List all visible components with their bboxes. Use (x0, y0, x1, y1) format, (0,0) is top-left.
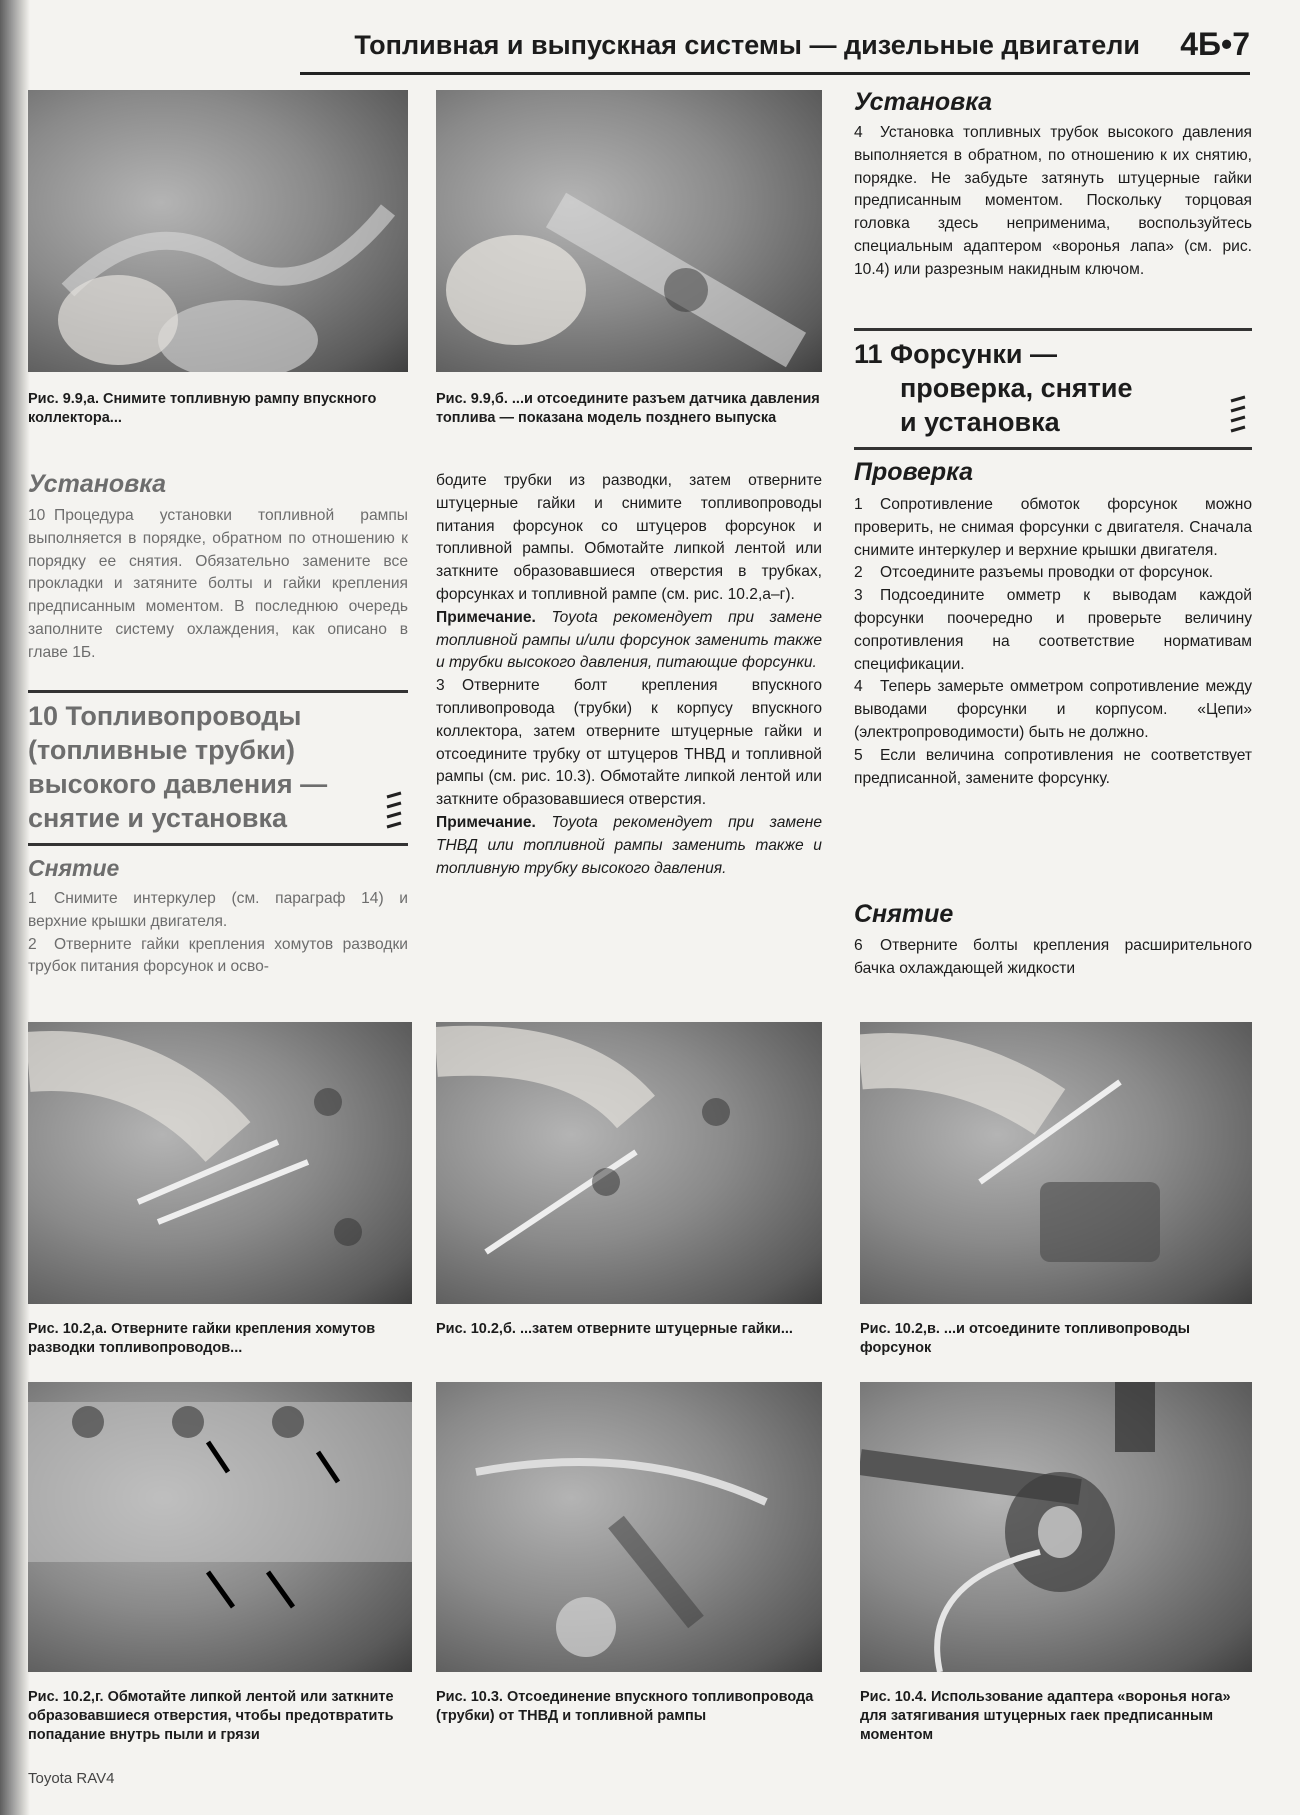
caption-fig-10-2b: Рис. 10.2,б. ...затем отверните штуцерные гайки... (436, 1321, 793, 1337)
removal-steps-col1: 1 Снимите интеркулер (см. параграф 14) и верхние крышки двигателя. 2 Отверните гайки крепления хомутов разводки трубок питания форсунок и осво- (28, 890, 408, 976)
page-number: 4Б•7 (1180, 26, 1250, 62)
subheading-check: Проверка (854, 458, 974, 486)
caption-fig-9-9b: Рис. 9.9,б. ...и отсоедините разъем датчика давления топлива — показана модель позднего выпуска (436, 391, 820, 426)
caption-fig-10-2a: Рис. 10.2,а. Отверните гайки крепления хомутов разводки топливопроводов... (28, 1321, 376, 1356)
page-header (300, 24, 1250, 75)
page-footer: Toyota RAV4 (28, 1770, 115, 1787)
column-2-text: бодите трубки из разводки, затем отверните штуцерные гайки и снимите топливопроводы питания форсунок со штуцеров форсунок и топливной рампы. Обмотайте липкой лентой или заткните образовавшиеся отверстия в трубках, форсунках и топливной рампе (см. рис. 10.2,а–г). Примечание. Toyota рекомендует при замене топливной рампы и/или форсунок заменить также и трубки высокого давления, питающие форсунки. 3 Отверните болт крепления впускного топливопровода (трубки) к корпусу впускного коллектора, затем отверните штуцерные гайки и отсоедините трубку от штуцеров ТНВД и топливной рампы (см. рис. 10.3). Обмотайте липкой лентой или заткните образовавшиеся отверстия. Примечание. Toyota рекомендует при замене ТНВД или топливной рампы заменить также и топливную трубку высокого давления. (436, 472, 822, 877)
photo-fig-10-2v (860, 1022, 1252, 1304)
check-steps: 1 Сопротивление обмоток форсунок можно проверить, не снимая форсунки с двигателя. Сначала снимите интеркулер и верхние крышки двигателя. 2 Отсоедините разъемы проводки от форсунок. 3 Подсоедините омметр к выводам каждой форсунки поочередно и проверьте величину сопротивления на соответствие нормативам спецификации. 4 Теперь замерьте омметром сопротивление между выводами форсунки и корпусом. «Цепи» (электропроводимости) быть не должно. 5 Если величина сопротивления не соответствует предписанной, замените форсунку. (854, 496, 1252, 787)
photo-fig-10-2b (436, 1022, 822, 1304)
page-gutter-shadow (0, 0, 30, 1815)
caption-fig-10-3: Рис. 10.3. Отсоединение впускного топливопровода (трубки) от ТНВД и топливной рампы (436, 1689, 814, 1724)
photo-fig-9-9a (28, 90, 408, 372)
paragraph-10: 10 Процедура установки топливной рампы выполняется в порядке, обратном по отношению к порядку ее снятия. Обязательно замените все прокладки и затяните болты и гайки крепления предписанным моментом. В последнюю очередь заполните систему охлаждения, как описано в главе 1Б. (28, 507, 408, 661)
subheading-removal-col1: Снятие (28, 855, 120, 881)
paragraph-6: 6 Отверните болты крепления расширительного бачка охлаждающей жидкости (854, 937, 1252, 977)
difficulty-wrench-icon (1228, 393, 1248, 439)
caption-fig-10-4: Рис. 10.4. Использование адаптера «воронья нога» для затягивания штуцерных гаек предписанным моментом (860, 1689, 1231, 1743)
paragraph-4: 4 Установка топливных трубок высокого давления выполняется в обратном, по отношению к их снятию, порядке. Не забудьте затянуть штуцерные гайки предписанным моментом. Поскольку торцовая головка здесь неприменима, воспользуйтесь специальным адаптером «воронья лапа» (см. рис. 10.4) или разрезным накидным ключом. (854, 124, 1252, 278)
difficulty-wrench-icon (384, 789, 404, 835)
subheading-installation-col1: Установка (28, 470, 167, 498)
caption-fig-10-2g: Рис. 10.2,г. Обмотайте липкой лентой или заткните образовавшиеся отверстия, чтобы предотвратить попадание внутрь пыли и грязи (28, 1689, 394, 1743)
photo-fig-10-2a (28, 1022, 412, 1304)
caption-fig-10-2v: Рис. 10.2,в. ...и отсоедините топливопроводы форсунок (860, 1321, 1191, 1356)
photo-fig-10-4 (860, 1382, 1252, 1672)
photo-fig-10-2g (28, 1382, 412, 1672)
photo-fig-9-9b (436, 90, 822, 372)
subheading-removal-col3: Снятие (854, 900, 954, 928)
section-11-heading: 11 Форсунки — проверка, снятие и установка (854, 328, 1252, 450)
photo-fig-10-3 (436, 1382, 822, 1672)
subheading-installation-col3: Установка (854, 88, 993, 116)
header-title: Топливная и выпускная системы — дизельные двигатели (354, 30, 1140, 60)
section-10-heading: 10 Топливопроводы (топливные трубки) высокого давления — снятие и установка (28, 690, 408, 846)
caption-fig-9-9a: Рис. 9.9,а. Снимите топливную рампу впускного коллектора... (28, 391, 377, 426)
